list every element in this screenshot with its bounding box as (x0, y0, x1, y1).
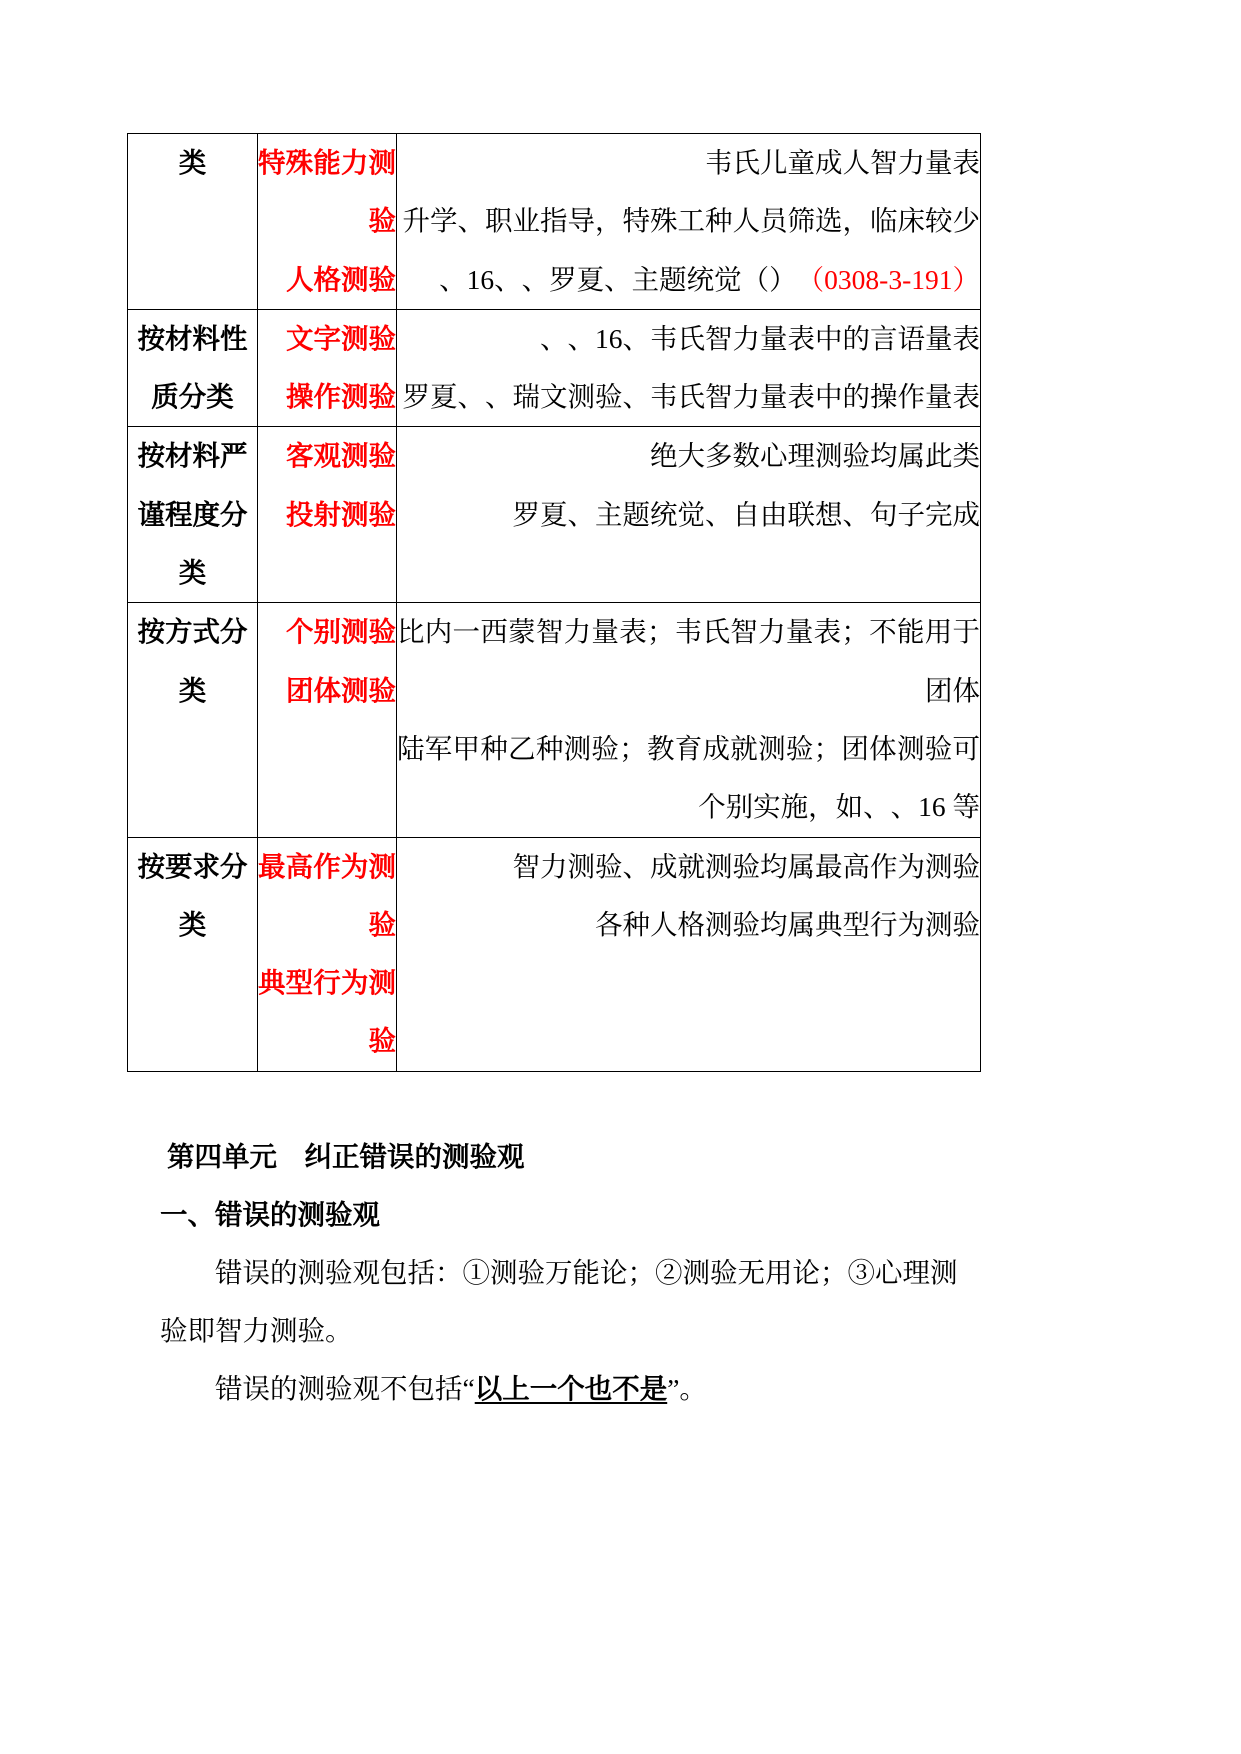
table-row (128, 427, 981, 603)
paragraph (160, 1360, 965, 1418)
paragraph: 错误的测验观包括：①测验万能论；②测验无用论；③心理测验即智力测验。 (160, 1257, 958, 1346)
test-type: 操作测验 (286, 381, 396, 413)
example-line: 韦氏儿童成人智力量表 (705, 147, 980, 178)
test-type-cell (258, 837, 397, 1071)
test-type: 特殊能力测验 (258, 147, 396, 237)
category-cell (128, 837, 258, 1071)
table-row (128, 134, 981, 310)
category-cell (128, 427, 258, 603)
examples-cell (397, 427, 981, 603)
examples-cell (397, 134, 981, 310)
example-line: 绝大多数心理测验均属此类 (650, 440, 980, 472)
reference-code: （0308-3-191） (796, 263, 980, 295)
test-type: 客观测验 (286, 440, 396, 472)
paragraph-text: ”。 (667, 1373, 707, 1404)
test-type: 人格测验 (286, 263, 396, 295)
test-type-cell (258, 603, 397, 837)
unit-title: 第四单元 纠正错误的测验观 (167, 1141, 525, 1172)
example-line: 罗夏、、瑞文测验、韦氏智力量表中的操作量表 (402, 381, 980, 413)
category-cell (128, 309, 258, 427)
unit-section (160, 1128, 965, 1418)
test-type: 团体测验 (286, 674, 396, 706)
paragraph-text: 错误的测验观不包括“ (215, 1373, 475, 1404)
table-row (128, 837, 981, 1071)
example-line (397, 251, 980, 309)
table-row (128, 603, 981, 837)
test-type: 个别测验 (286, 616, 396, 648)
examples-cell (397, 837, 981, 1071)
category-label: 按方式分类 (137, 616, 248, 706)
test-type: 文字测验 (286, 322, 396, 354)
test-type-cell (258, 134, 397, 310)
category-label: 类 (178, 147, 207, 178)
test-type-cell (258, 309, 397, 427)
test-type: 典型行为测验 (258, 967, 396, 1057)
example-line: 各种人格测验均属典型行为测验 (595, 908, 980, 940)
example-line: 罗夏、主题统觉、自由联想、句子完成 (512, 498, 980, 530)
category-cell (128, 134, 258, 310)
test-type: 最高作为测验 (258, 850, 396, 940)
example-line: 智力测验、成就测验均属最高作为测验 (512, 850, 980, 882)
example-line: 、、16、韦氏智力量表中的言语量表 (540, 322, 980, 354)
test-classification-table (127, 133, 981, 1072)
example-line: 升学、职业指导，特殊工种人员筛选，临床较少 (402, 205, 980, 237)
emphasized-answer: 以上一个也不是 (474, 1373, 668, 1404)
test-type-cell (258, 427, 397, 603)
example-line: 比内一西蒙智力量表；韦氏智力量表；不能用于团体 (397, 616, 980, 706)
example-line: 陆军甲种乙种测验；教育成就测验；团体测验可个别实施，如、、16 等 (397, 732, 980, 823)
example-text: 、16、、罗夏、主题统觉（） (439, 263, 797, 295)
examples-cell (397, 603, 981, 837)
category-label: 按材料严谨程度分类 (137, 440, 248, 589)
table-row (128, 309, 981, 427)
category-label: 按材料性质分类 (137, 322, 248, 413)
category-label: 按要求分类 (137, 850, 248, 940)
test-type: 投射测验 (286, 498, 396, 530)
examples-cell (397, 309, 981, 427)
category-cell (128, 603, 258, 837)
section-heading: 一、错误的测验观 (160, 1199, 380, 1230)
